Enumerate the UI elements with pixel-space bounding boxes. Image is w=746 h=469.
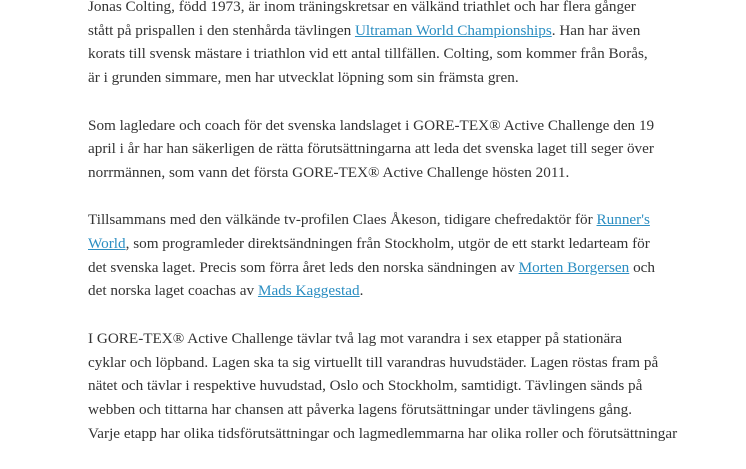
text-line <box>88 374 663 398</box>
paragraph <box>88 114 663 185</box>
text-line <box>88 161 663 185</box>
text-segment: det norska laget coachas av <box>88 282 258 300</box>
text-line <box>88 114 663 138</box>
text-line <box>88 327 663 351</box>
text-line <box>88 66 663 90</box>
text-segment: och <box>629 258 655 276</box>
text-segment: Som lagledare och coach för det svenska landslaget i GORE-TEX® Active Challenge den 19 <box>88 116 655 134</box>
text-segment: korats till svensk mästare i triathlon vid ett antal tillfällen. Colting, som kommer från Borås, <box>88 45 648 63</box>
text-segment: norrmännen, som vann det första GORE-TEX® Active Challenge hösten 2011. <box>88 163 570 181</box>
text-line <box>88 42 663 66</box>
text-line <box>88 208 663 232</box>
article-body <box>88 0 678 469</box>
text-line <box>88 0 663 19</box>
text-line <box>88 19 663 43</box>
text-line <box>88 232 663 256</box>
text-segment: Tillsammans med den välkände tv-profilen Claes Åkeson, tidigare chefredaktör för <box>88 211 597 229</box>
inline-link[interactable]: World <box>88 235 126 252</box>
text-segment: webben och tittarna har chansen att påverka lagens förutsättningar under tävlingens gång. <box>88 400 633 418</box>
inline-link[interactable]: Ultraman World Championships <box>354 21 552 39</box>
text-segment: Jonas Colting, född 1973, är inom träningskretsar en välkänd triathlet och har flera gånger <box>88 0 636 15</box>
text-segment: . Han har även <box>551 21 641 39</box>
text-segment: . <box>359 282 364 300</box>
text-segment: cyklar och löpband. Lagen ska ta sig virtuellt till varandras huvudstäder. Lagen röstas fram på <box>88 353 659 371</box>
inline-link[interactable]: Runner's <box>596 211 650 229</box>
text-segment: , som programleder direktsändningen från Stockholm, utgör de ett starkt ledarteam för <box>125 235 650 252</box>
text-line <box>88 422 678 446</box>
text-segment: är i grunden simmare, men har utvecklat löpning som sin främsta gren. <box>88 69 519 87</box>
text-segment: det svenska laget. Precis som förra året leds den norska sändningen av <box>88 258 519 276</box>
text-line <box>88 351 663 375</box>
text-line <box>88 279 663 303</box>
text-segment: I GORE-TEX® Active Challenge tävlar två lag mot varandra i sex etapper på stationära <box>88 329 623 347</box>
paragraph <box>88 0 663 90</box>
text-segment: stått på prispallen i den stenhårda tävlingen <box>88 21 355 39</box>
inline-link[interactable]: Morten Borgersen <box>518 258 630 276</box>
inline-link[interactable]: Mads Kaggestad <box>257 282 360 300</box>
text-line <box>88 398 663 422</box>
paragraph <box>88 327 678 446</box>
text-segment: april i år har han säkerligen de rätta förutsättningarna att leda det svenska laget till seger över <box>88 140 654 158</box>
paragraph <box>88 208 663 303</box>
text-segment: nätet och tävlar i respektive huvudstad, Oslo och Stockholm, samtidigt. Tävlingen sänds på <box>88 377 643 395</box>
text-line <box>88 137 663 161</box>
text-segment: Varje etapp har olika tidsförutsättningar och lagmedlemmarna har olika roller och förutsättningar <box>88 424 678 442</box>
text-line <box>88 256 663 280</box>
